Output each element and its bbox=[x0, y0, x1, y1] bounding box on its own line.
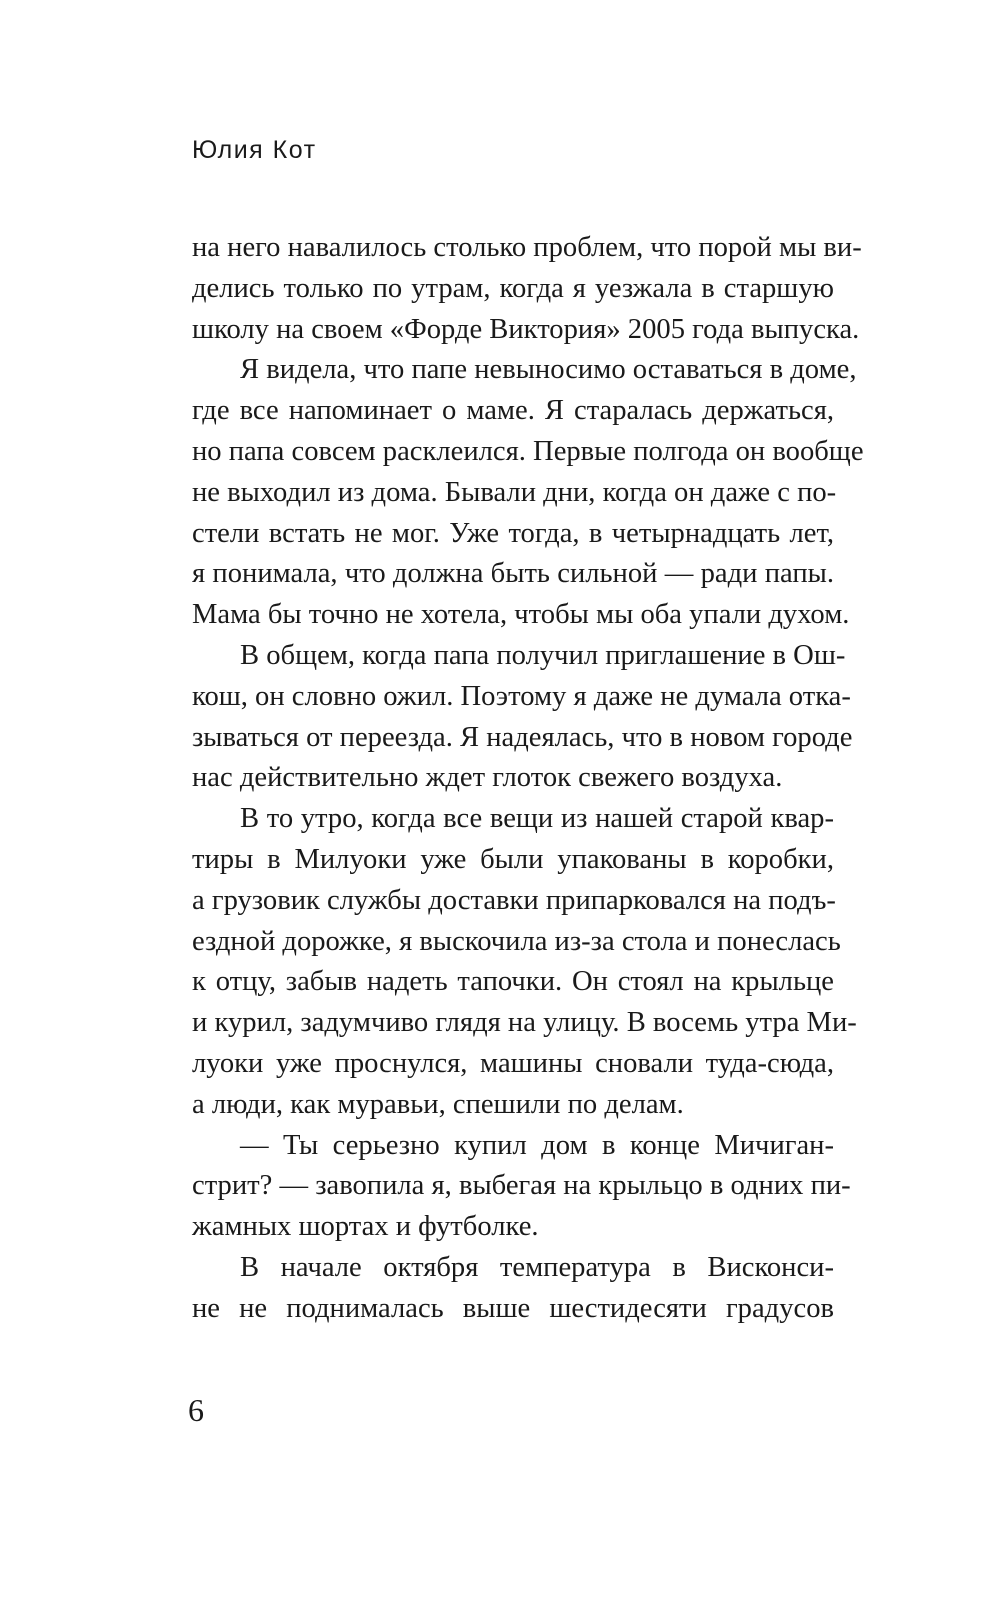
text-line: делись только по утрам, когда я уезжала в старшую bbox=[192, 272, 834, 304]
text-line: Я видела, что папе невыносимо оставаться в доме, bbox=[240, 354, 857, 386]
text-line: нас действительно ждет глоток свежего воздуха. bbox=[192, 762, 783, 794]
text-line: но папа совсем расклеился. Первые полгода он вообще bbox=[192, 435, 864, 467]
text-line: а люди, как муравьи, спешили по делам. bbox=[192, 1088, 684, 1120]
running-head: Юлия Кот bbox=[192, 136, 317, 164]
text-line: а грузовик службы доставки припарковался на подъ- bbox=[192, 884, 836, 916]
text-line: я понимала, что должна быть сильной — ради папы. bbox=[192, 558, 834, 590]
text-line: на него навалилось столько проблем, что порой мы ви- bbox=[192, 232, 862, 263]
text-line: где все напоминает о маме. Я старалась держаться, bbox=[192, 395, 834, 427]
text-line: В общем, когда папа получил приглашение в Ош- bbox=[240, 639, 846, 671]
text-line: стрит? — завопила я, выбегая на крыльцо в одних пи- bbox=[192, 1170, 851, 1202]
text-line: кош, он словно ожил. Поэтому я даже не думала отка- bbox=[192, 680, 851, 712]
text-line: — Ты серьезно купил дом в конце Мичиган- bbox=[240, 1129, 834, 1161]
text-line: зываться от переезда. Я надеялась, что в новом городе bbox=[192, 721, 853, 753]
text-line: школу на своем «Форде Виктория» 2005 года выпуска. bbox=[192, 313, 860, 345]
text-line: к отцу, забыв надеть тапочки. Он стоял на крыльце bbox=[192, 966, 834, 998]
text-line: и курил, задумчиво глядя на улицу. В восемь утра Ми- bbox=[192, 1007, 857, 1039]
text-line: Мама бы точно не хотела, чтобы мы оба упали духом. bbox=[192, 599, 850, 631]
text-line: не выходил из дома. Бывали дни, когда он даже с по- bbox=[192, 476, 837, 508]
text-line: не не поднималась выше шестидесяти градусов bbox=[192, 1292, 834, 1324]
text-line: луоки уже проснулся, машины сновали туда-сюда, bbox=[192, 1047, 834, 1079]
text-line: В начале октября температура в Висконси- bbox=[240, 1251, 834, 1283]
text-line: ездной дорожке, я выскочила из-за стола и понеслась bbox=[192, 925, 841, 957]
text-line: жамных шортах и футболке. bbox=[192, 1211, 539, 1243]
text-line: стели встать не мог. Уже тогда, в четырнадцать лет, bbox=[192, 517, 834, 549]
page-number: 6 bbox=[188, 1392, 204, 1428]
text-line: тиры в Милуоки уже были упакованы в коробки, bbox=[192, 843, 834, 875]
text-line: В то утро, когда все вещи из нашей старой квар- bbox=[240, 803, 834, 835]
body-text bbox=[192, 228, 864, 1330]
